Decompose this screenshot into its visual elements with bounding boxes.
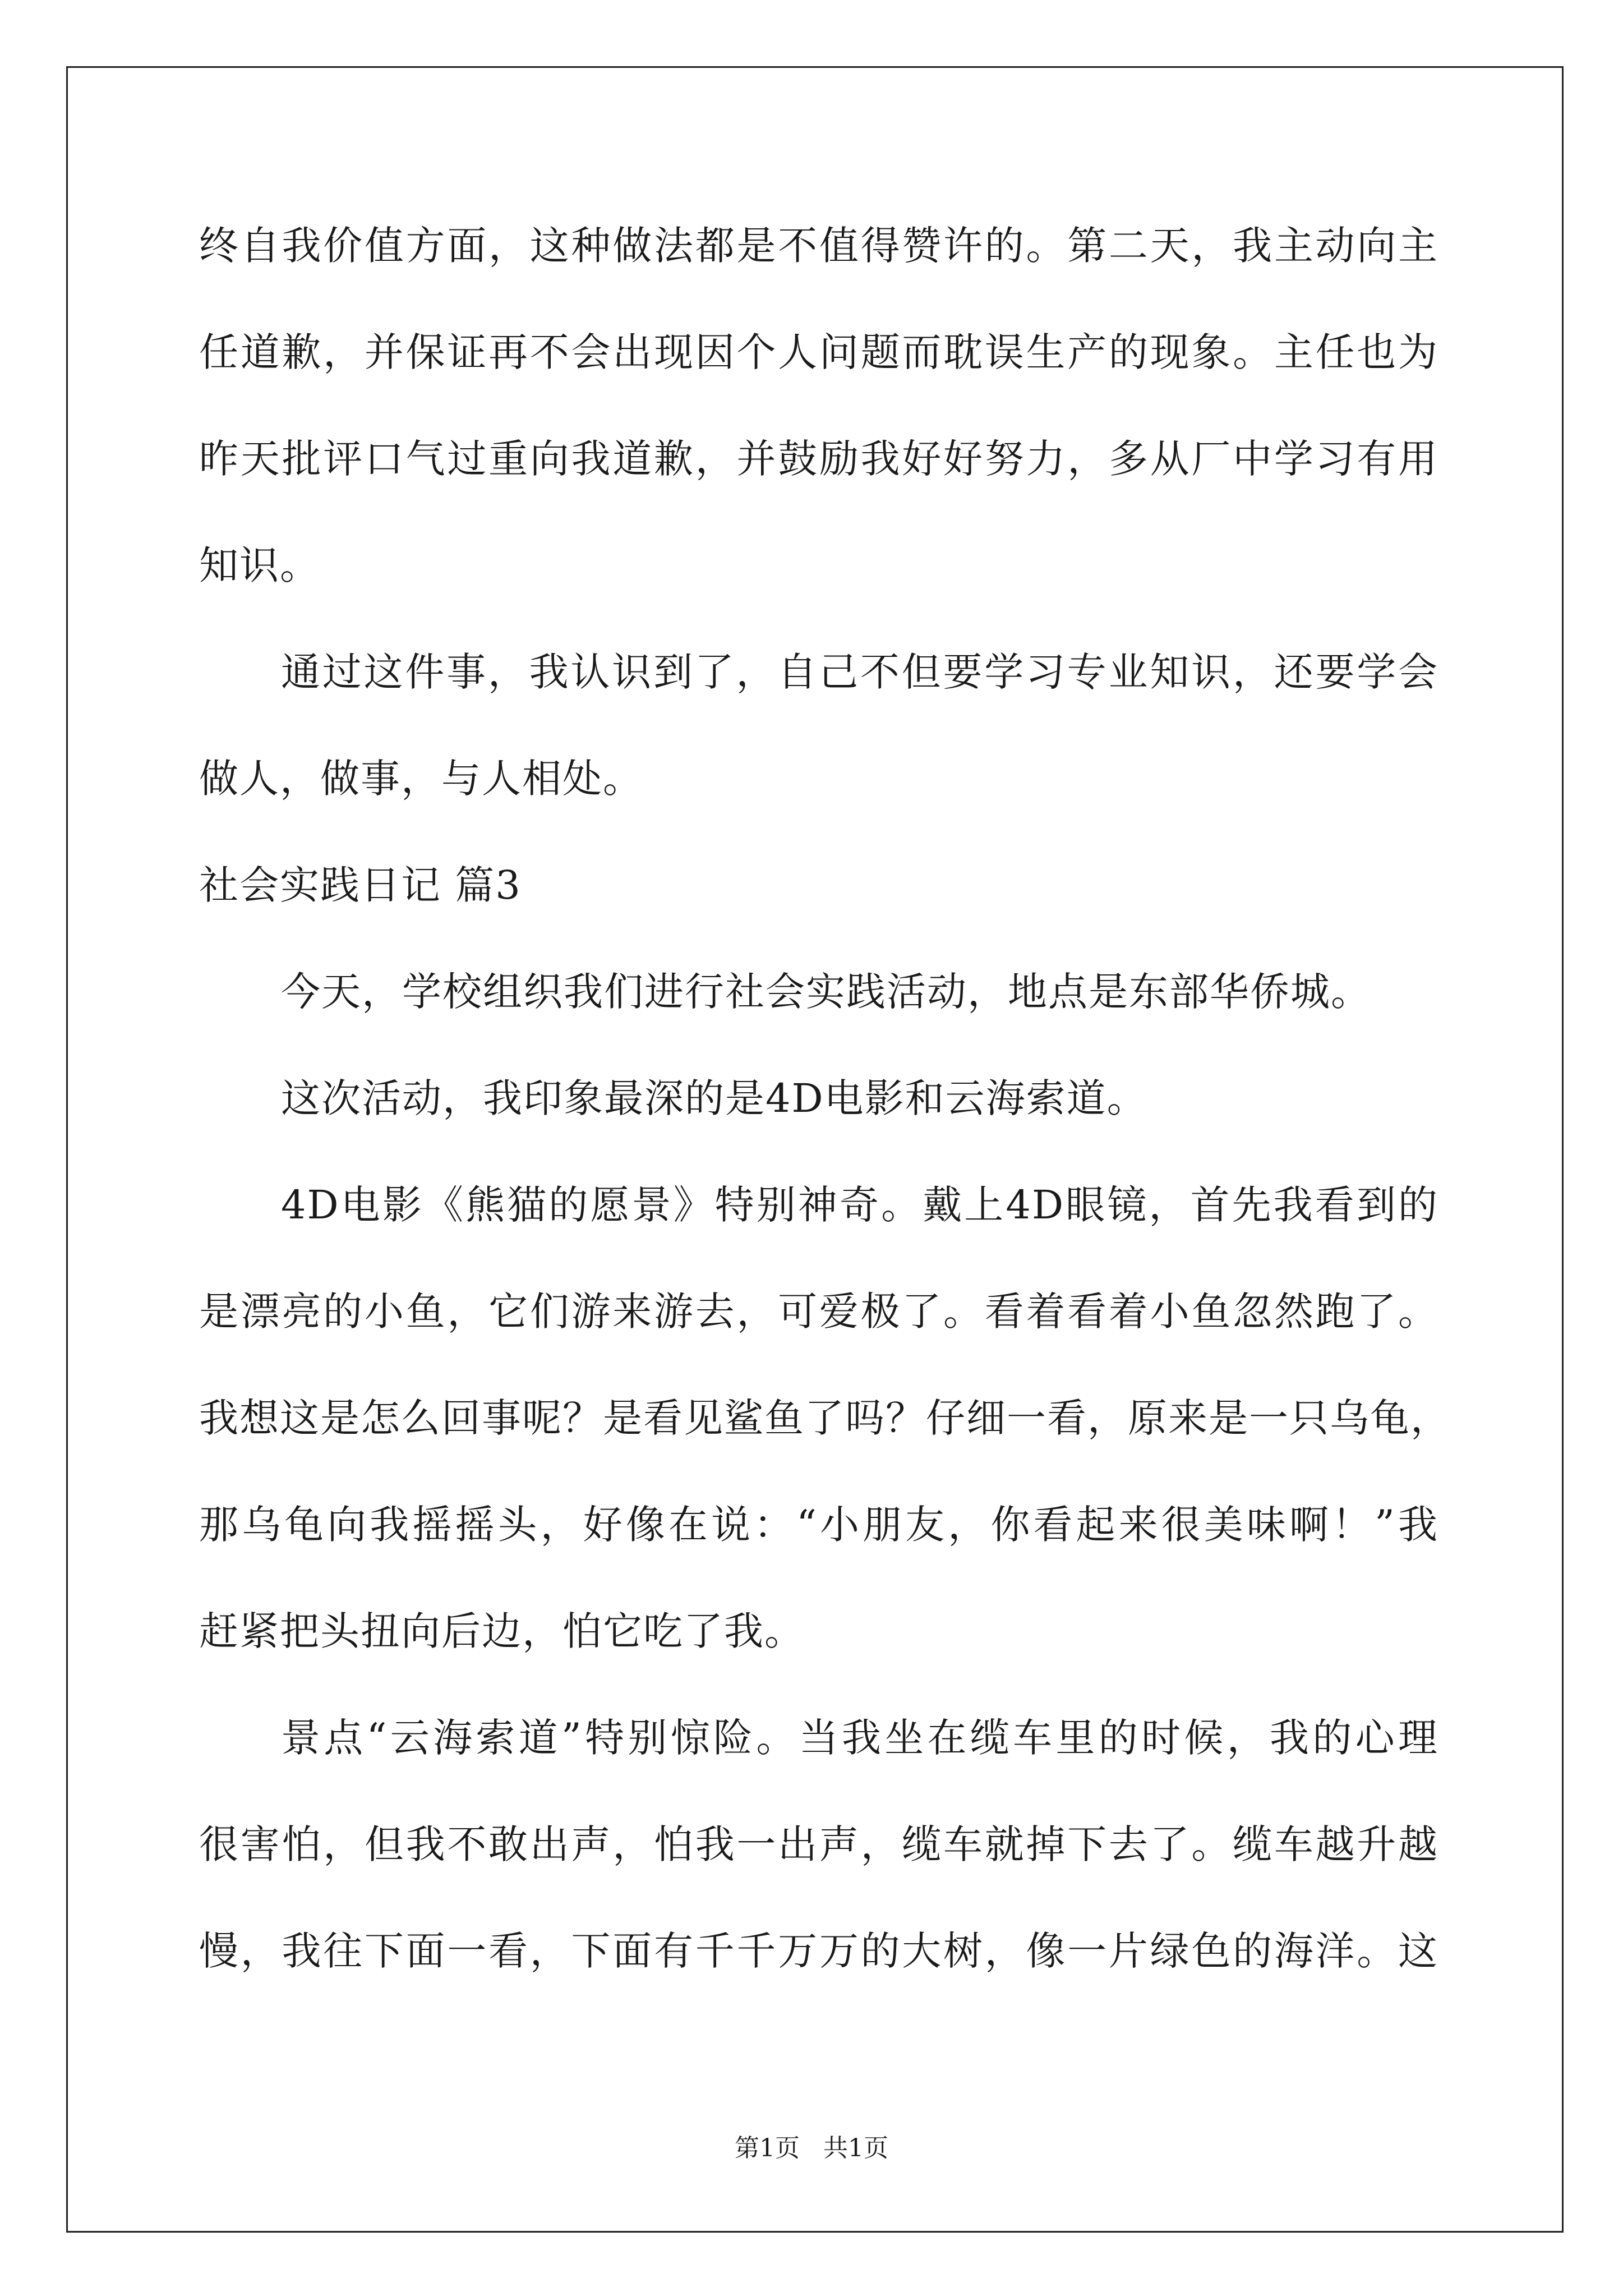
text-line: 这次活动，我印象最深的是4D电影和云海索道。 bbox=[281, 1075, 1147, 1121]
text-line: 昨天批评口气过重向我道歉，并鼓励我好好努力，多从厂中学习有用 bbox=[199, 436, 1438, 482]
text-line: 今天，学校组织我们进行社会实践活动，地点是东部华侨城。 bbox=[281, 969, 1371, 1015]
text-line: 很害怕，但我不敢出声，怕我一出声，缆车就掉下去了。缆车越升越 bbox=[199, 1821, 1438, 1867]
page-footer bbox=[0, 2132, 1623, 2165]
page-total: 共1页 bbox=[823, 2134, 888, 2162]
text-line: 景点“云海索道”特别惊险。当我坐在缆车里的时候，我的心理 bbox=[281, 1715, 1438, 1761]
text-line: 4D电影《熊猫的愿景》特别神奇。戴上4D眼镜，首先我看到的 bbox=[281, 1182, 1438, 1228]
text-line: 通过这件事，我认识到了，自己不但要学习专业知识，还要学会 bbox=[281, 649, 1438, 695]
text-line: 我想这是怎么回事呢？是看见鲨鱼了吗？仔细一看，原来是一只乌龟， bbox=[199, 1395, 1451, 1441]
text-line: 赶紧把头扭向后边，怕它吃了我。 bbox=[199, 1608, 805, 1654]
section-heading: 社会实践日记 篇3 bbox=[199, 862, 522, 908]
text-line: 慢，我往下面一看，下面有千千万万的大树，像一片绿色的海洋。这 bbox=[199, 1928, 1438, 1974]
text-line: 做人，做事，与人相处。 bbox=[199, 756, 643, 802]
page-border bbox=[66, 66, 1564, 2233]
text-line: 是漂亮的小鱼，它们游来游去，可爱极了。看着看着小鱼忽然跑了。 bbox=[199, 1289, 1438, 1335]
text-line: 知识。 bbox=[199, 542, 320, 588]
text-line: 终自我价值方面，这种做法都是不值得赞许的。第二天，我主动向主 bbox=[199, 223, 1438, 269]
text-line: 那乌龟向我摇摇头，好像在说：“小朋友，你看起来很美味啊！”我 bbox=[199, 1502, 1438, 1548]
text-line: 任道歉，并保证再不会出现因个人问题而耽误生产的现象。主任也为 bbox=[199, 329, 1438, 375]
page-number: 第1页 bbox=[735, 2134, 800, 2162]
